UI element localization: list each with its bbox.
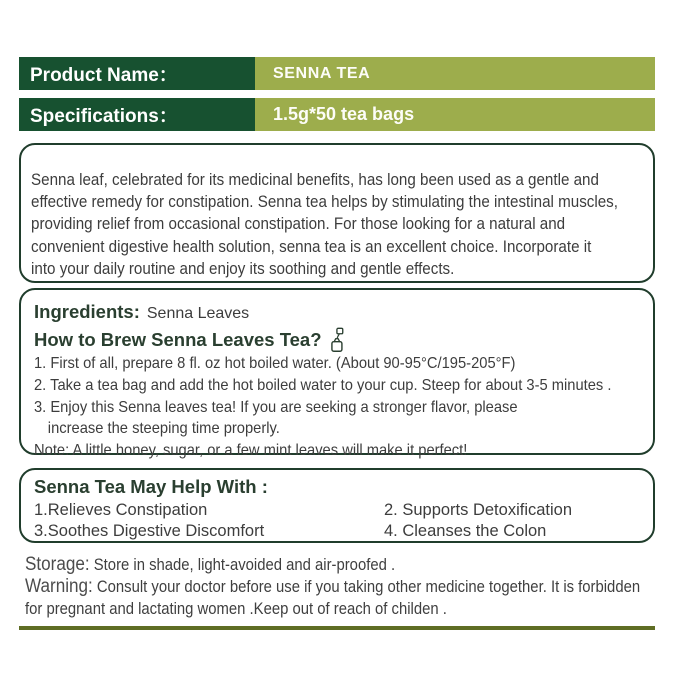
- ingredients-label: Ingredients:: [34, 301, 140, 322]
- brew-step: 1. First of all, prepare 8 fl. oz hot boiled water. (About 90-95°C/195-205°F): [34, 355, 516, 372]
- ingredients-line: [34, 299, 645, 326]
- description-line: providing relief from occasional constipation. For those looking for a natural and: [31, 215, 566, 234]
- benefit-item: 1.Relieves Constipation: [34, 501, 208, 519]
- description-line: effective remedy for constipation. Senna tea helps by stimulating the intestinal muscles,: [31, 193, 619, 212]
- product-name-value: SENNA TEA: [255, 57, 655, 90]
- brew-instructions-box: [19, 288, 655, 460]
- benefits-box: [19, 468, 655, 543]
- howto-title: How to Brew Senna Leaves Tea?: [34, 329, 322, 350]
- storage-line: [25, 554, 660, 576]
- description-line: Senna leaf, celebrated for its medicinal benefits, has long been used as a gentle and: [31, 171, 599, 189]
- brew-note: Note: A little honey, sugar, or a few mint leaves will make it perfect!: [34, 442, 468, 460]
- description-line: into your daily routine and enjoy its soothing and gentle effects.: [31, 259, 455, 278]
- brew-step: 2. Take a tea bag and add the hot boiled water to your cup. Steep for about 3-5 minutes .: [34, 376, 612, 394]
- bottom-divider-line: [19, 626, 655, 630]
- warning-text: Consult your doctor before use if you taking other medicine together. It is forbidden for pregnant and lactating women .Keep out of reach of childen .: [25, 578, 641, 618]
- warning-line: [25, 576, 660, 620]
- description-box: [19, 143, 655, 283]
- product-name-row: [19, 57, 655, 90]
- specifications-label: Specifications：: [19, 98, 255, 131]
- storage-text: Store in shade, light-avoided and air-proofed .: [93, 556, 396, 574]
- benefits-list: [34, 500, 645, 541]
- specifications-row: [19, 98, 655, 131]
- teabag-icon: [329, 327, 344, 353]
- benefit-item: 3.Soothes Digestive Discomfort: [34, 521, 265, 540]
- description-line: convenient digestive health solution, senna tea is an excellent choice. Incorporate it: [31, 237, 592, 256]
- benefits-title: Senna Tea May Help With :: [34, 476, 268, 497]
- specifications-value: 1.5g*50 tea bags: [255, 98, 655, 131]
- warning-label: Warning:: [25, 576, 93, 597]
- storage-label: Storage:: [25, 554, 90, 575]
- storage-warning-section: [25, 554, 660, 620]
- benefit-item: 4. Cleanses the Colon: [384, 521, 547, 540]
- product-name-label: Product Name：: [19, 57, 255, 90]
- ingredients-value: Senna Leaves: [146, 305, 250, 322]
- howto-line: [34, 326, 645, 353]
- brew-step: 3. Enjoy this Senna leaves tea! If you are seeking a stronger flavor, please: [34, 398, 518, 416]
- header: [19, 57, 655, 139]
- benefit-item: 2. Supports Detoxification: [384, 501, 573, 519]
- brew-step-continued: increase the steeping time properly.: [47, 420, 280, 438]
